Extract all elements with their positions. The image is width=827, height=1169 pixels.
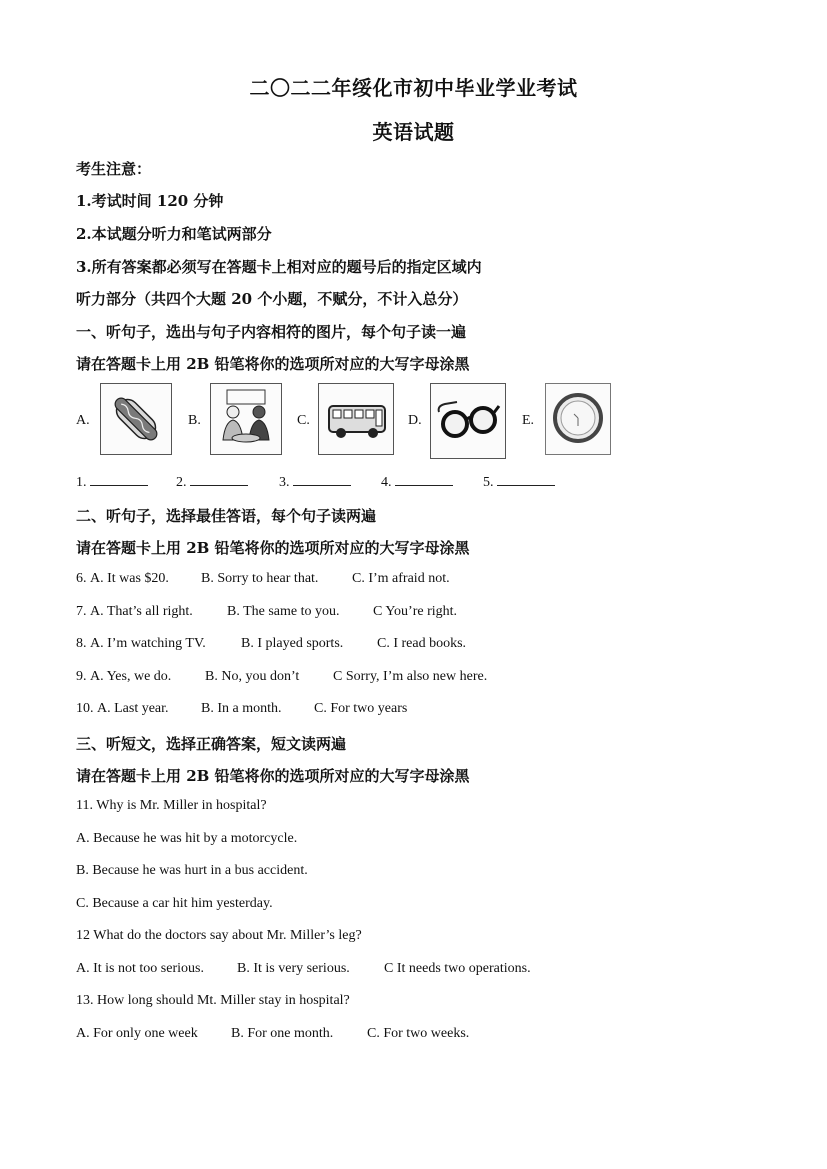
answer-blank-5[interactable] xyxy=(483,473,555,491)
part3-instruction: 请在答题卡上用 2B 铅笔将你的选项所对应的大写字母涂黑 xyxy=(76,767,470,785)
glasses-icon xyxy=(430,383,506,459)
question-number: 6. xyxy=(76,571,87,586)
answer-blank-3[interactable] xyxy=(279,473,351,491)
option: C You’re right. xyxy=(373,604,458,619)
hotdog-icon xyxy=(100,383,172,455)
blank-number: 2. xyxy=(176,475,187,490)
option: C It needs two operations. xyxy=(384,961,531,976)
option: B. Sorry to hear that. xyxy=(201,571,319,586)
answer-blank-4[interactable] xyxy=(381,473,453,491)
note-item: 3.所有答案都必须写在答题卡上相对应的题号后的指定区域内 xyxy=(76,258,482,276)
answer-blank-1[interactable] xyxy=(76,473,148,491)
picture-label-d: D. xyxy=(408,413,422,428)
option: C Sorry, I’m also new here. xyxy=(333,669,488,684)
note-item: 1.考试时间 120 分钟 xyxy=(76,192,224,210)
listening-intro: 听力部分（共四个大题 20 个小题，不赋分，不计入总分） xyxy=(76,290,468,308)
exam-subtitle: 英语试题 xyxy=(372,120,455,144)
blank-number: 3. xyxy=(279,475,290,490)
option: A. That’s all right. xyxy=(90,604,193,619)
clock-icon xyxy=(545,383,611,455)
option: A. It is not too serious. xyxy=(76,961,204,976)
blank-number: 4. xyxy=(381,475,392,490)
part1-heading: 一、听句子，选出与句子内容相符的图片，每个句子读一遍 xyxy=(76,323,467,341)
option: C. For two years xyxy=(314,701,408,716)
question-stem: 12 What do the doctors say about Mr. Miller’s leg? xyxy=(76,928,362,943)
option: A. Yes, we do. xyxy=(90,669,172,684)
question-stem: 11. Why is Mr. Miller in hospital? xyxy=(76,798,267,813)
question-number: 9. xyxy=(76,669,87,684)
picture-label-c: C. xyxy=(297,413,310,428)
option: B. In a month. xyxy=(201,701,282,716)
picture-label-a: A. xyxy=(76,413,90,428)
option: A. For only one week xyxy=(76,1026,198,1041)
question-stem: 13. How long should Mt. Miller stay in hospital? xyxy=(76,993,350,1008)
option: A. I’m watching TV. xyxy=(90,636,206,651)
option: A. It was $20. xyxy=(90,571,169,586)
picture-label-b: B. xyxy=(188,413,201,428)
option: A. Last year. xyxy=(97,701,169,716)
exam-title: 二〇二二年绥化市初中毕业学业考试 xyxy=(249,76,578,100)
part2-heading: 二、听句子，选择最佳答语，每个句子读两遍 xyxy=(76,507,377,525)
option: C. Because a car hit him yesterday. xyxy=(76,896,273,911)
picture-label-e: E. xyxy=(522,413,535,428)
option: B. The same to you. xyxy=(227,604,340,619)
part1-instruction: 请在答题卡上用 2B 铅笔将你的选项所对应的大写字母涂黑 xyxy=(76,355,470,373)
option: B. For one month. xyxy=(231,1026,334,1041)
blank-number: 1. xyxy=(76,475,87,490)
bus-icon xyxy=(318,383,394,455)
answer-blank-2[interactable] xyxy=(176,473,248,491)
question-number: 8. xyxy=(76,636,87,651)
blank-number: 5. xyxy=(483,475,494,490)
option: C. I read books. xyxy=(377,636,467,651)
notes-heading: 考生注意： xyxy=(76,160,152,178)
option: A. Because he was hit by a motorcycle. xyxy=(76,831,298,846)
part2-instruction: 请在答题卡上用 2B 铅笔将你的选项所对应的大写字母涂黑 xyxy=(76,539,470,557)
option: B. Because he was hurt in a bus accident. xyxy=(76,863,308,878)
option: C. For two weeks. xyxy=(367,1026,470,1041)
question-number: 10. xyxy=(76,701,94,716)
note-item: 2.本试题分听力和笔试两部分 xyxy=(76,225,272,243)
option: B. I played sports. xyxy=(241,636,344,651)
option: B. It is very serious. xyxy=(237,961,350,976)
question-number: 7. xyxy=(76,604,87,619)
option: B. No, you don’t xyxy=(205,669,300,684)
part3-heading: 三、听短文，选择正确答案，短文读两遍 xyxy=(76,735,347,753)
people-talking-icon xyxy=(210,383,282,455)
option: C. I’m afraid not. xyxy=(352,571,450,586)
